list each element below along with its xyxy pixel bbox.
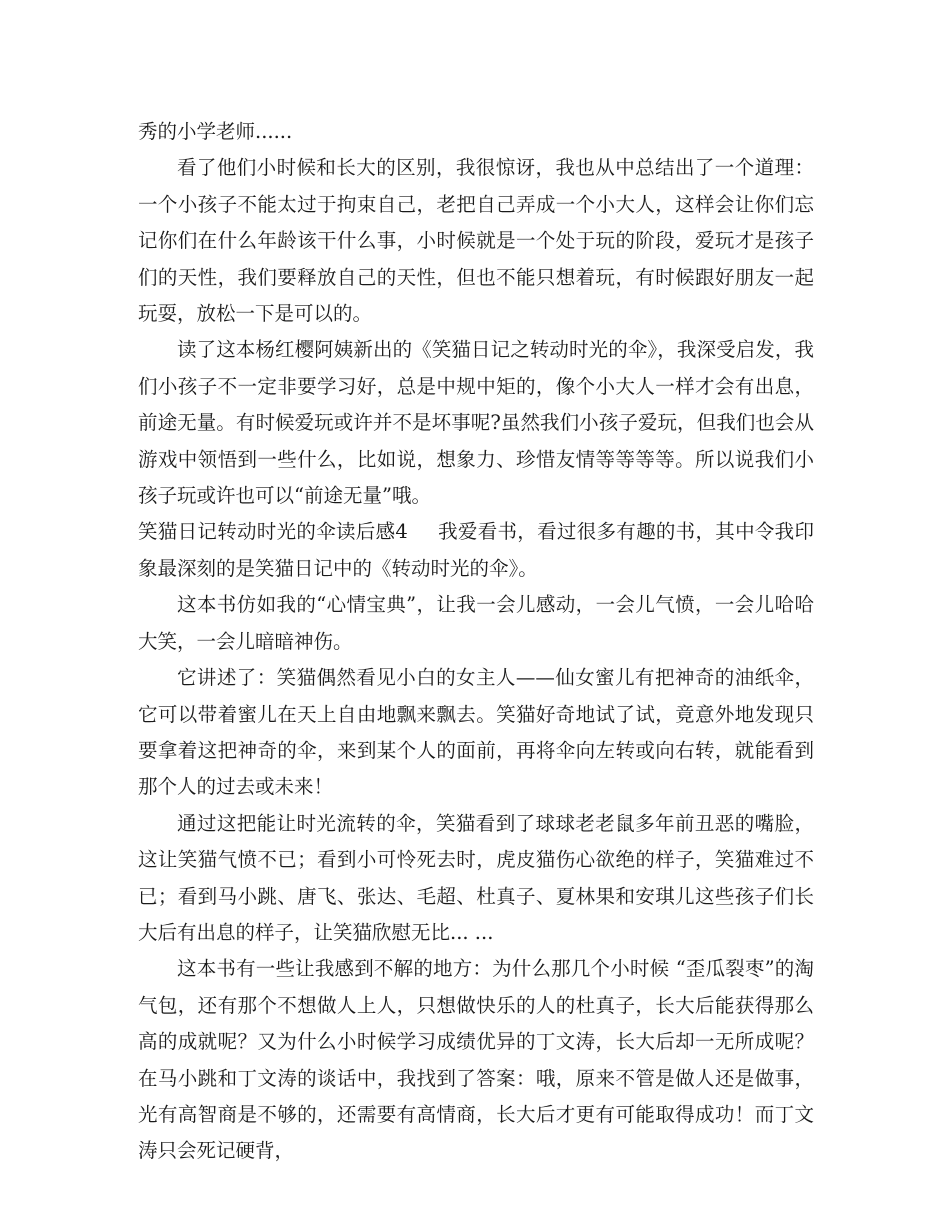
paragraph-inspiration: 读了这本杨红樱阿姨新出的《笑猫日记之转动时光的伞》，我深受启发，我们小孩子不一定非要学习好，总是中规中矩的，像个小大人一样才会有出息，前途无量。有时候爱玩或许并不是坏事呢?虽然我们小孩子爱玩，但我们也会从游戏中领悟到一些什么，比如说，想象力、珍惜友情等等等等。所以说我们小孩子玩或许也可以“前途无量”哦。 xyxy=(138,338,814,508)
paragraph-continuation: 秀的小学老师...... xyxy=(138,120,293,143)
paragraph-story: 它讲述了：笑猫偶然看见小白的女主人——仙女蜜儿有把神奇的油纸伞，它可以带着蜜儿在天上自由地飘来飘去。笑猫好奇地试了试，竟意外地发现只要拿着这把神奇的伞，来到某个人的面前，再将伞向左转或向右转，就能看到那个人的过去或未来！ xyxy=(138,666,814,799)
paragraph-question: 这本书有一些让我感到不解的地方：为什么那几个小时候 “歪瓜裂枣”的淘气包，还有那个不想做人上人，只想做快乐的人的杜真子，长大后能获得那么高的成就呢？又为什么小时候学习成绩优异的丁文涛，长大后却一无所成呢？在马小跳和丁文涛的谈话中，我找到了答案：哦，原来不管是做人还是做事，光有高智商是不够的，还需要有高情商，长大后才更有可能取得成功！而丁文涛只会死记硬背， xyxy=(138,957,814,1163)
section-heading-paragraph xyxy=(138,514,814,587)
section-first-text: 我爱看书，看过很多有趣的书，其中令我印象最深刻的是笑猫日记中的《转动时光的伞》。 xyxy=(138,520,814,580)
paragraph-mood: 这本书仿如我的“心情宝典”，让我一会儿感动，一会儿气愤，一会儿哈哈大笑，一会儿暗暗神伤。 xyxy=(138,593,814,653)
paragraph-reflection: 看了他们小时候和长大的区别，我很惊讶，我也从中总结出了一个道理：一个小孩子不能太过于拘束自己，老把自己弄成一个小大人，这样会让你们忘记你们在什么年龄该干什么事，小时候就是一个处于玩的阶段，爱玩才是孩子们的天性，我们要释放自己的天性，但也不能只想着玩，有时候跟好朋友一起玩耍，放松一下是可以的。 xyxy=(138,156,814,326)
section-title: 笑猫日记转动时光的伞读后感4 xyxy=(138,520,408,544)
paragraph-umbrella: 通过这把能让时光流转的伞，笑猫看到了球球老老鼠多年前丑恶的嘴脸，这让笑猫气愤不已；看到小可怜死去时，虎皮猫伤心欲绝的样子，笑猫难过不已；看到马小跳、唐飞、张达、毛超、杜真子、夏林果和安琪儿这些孩子们长大后有出息的样子，让笑猫欣慰无比... ... xyxy=(138,811,814,944)
document-body xyxy=(138,114,814,1170)
